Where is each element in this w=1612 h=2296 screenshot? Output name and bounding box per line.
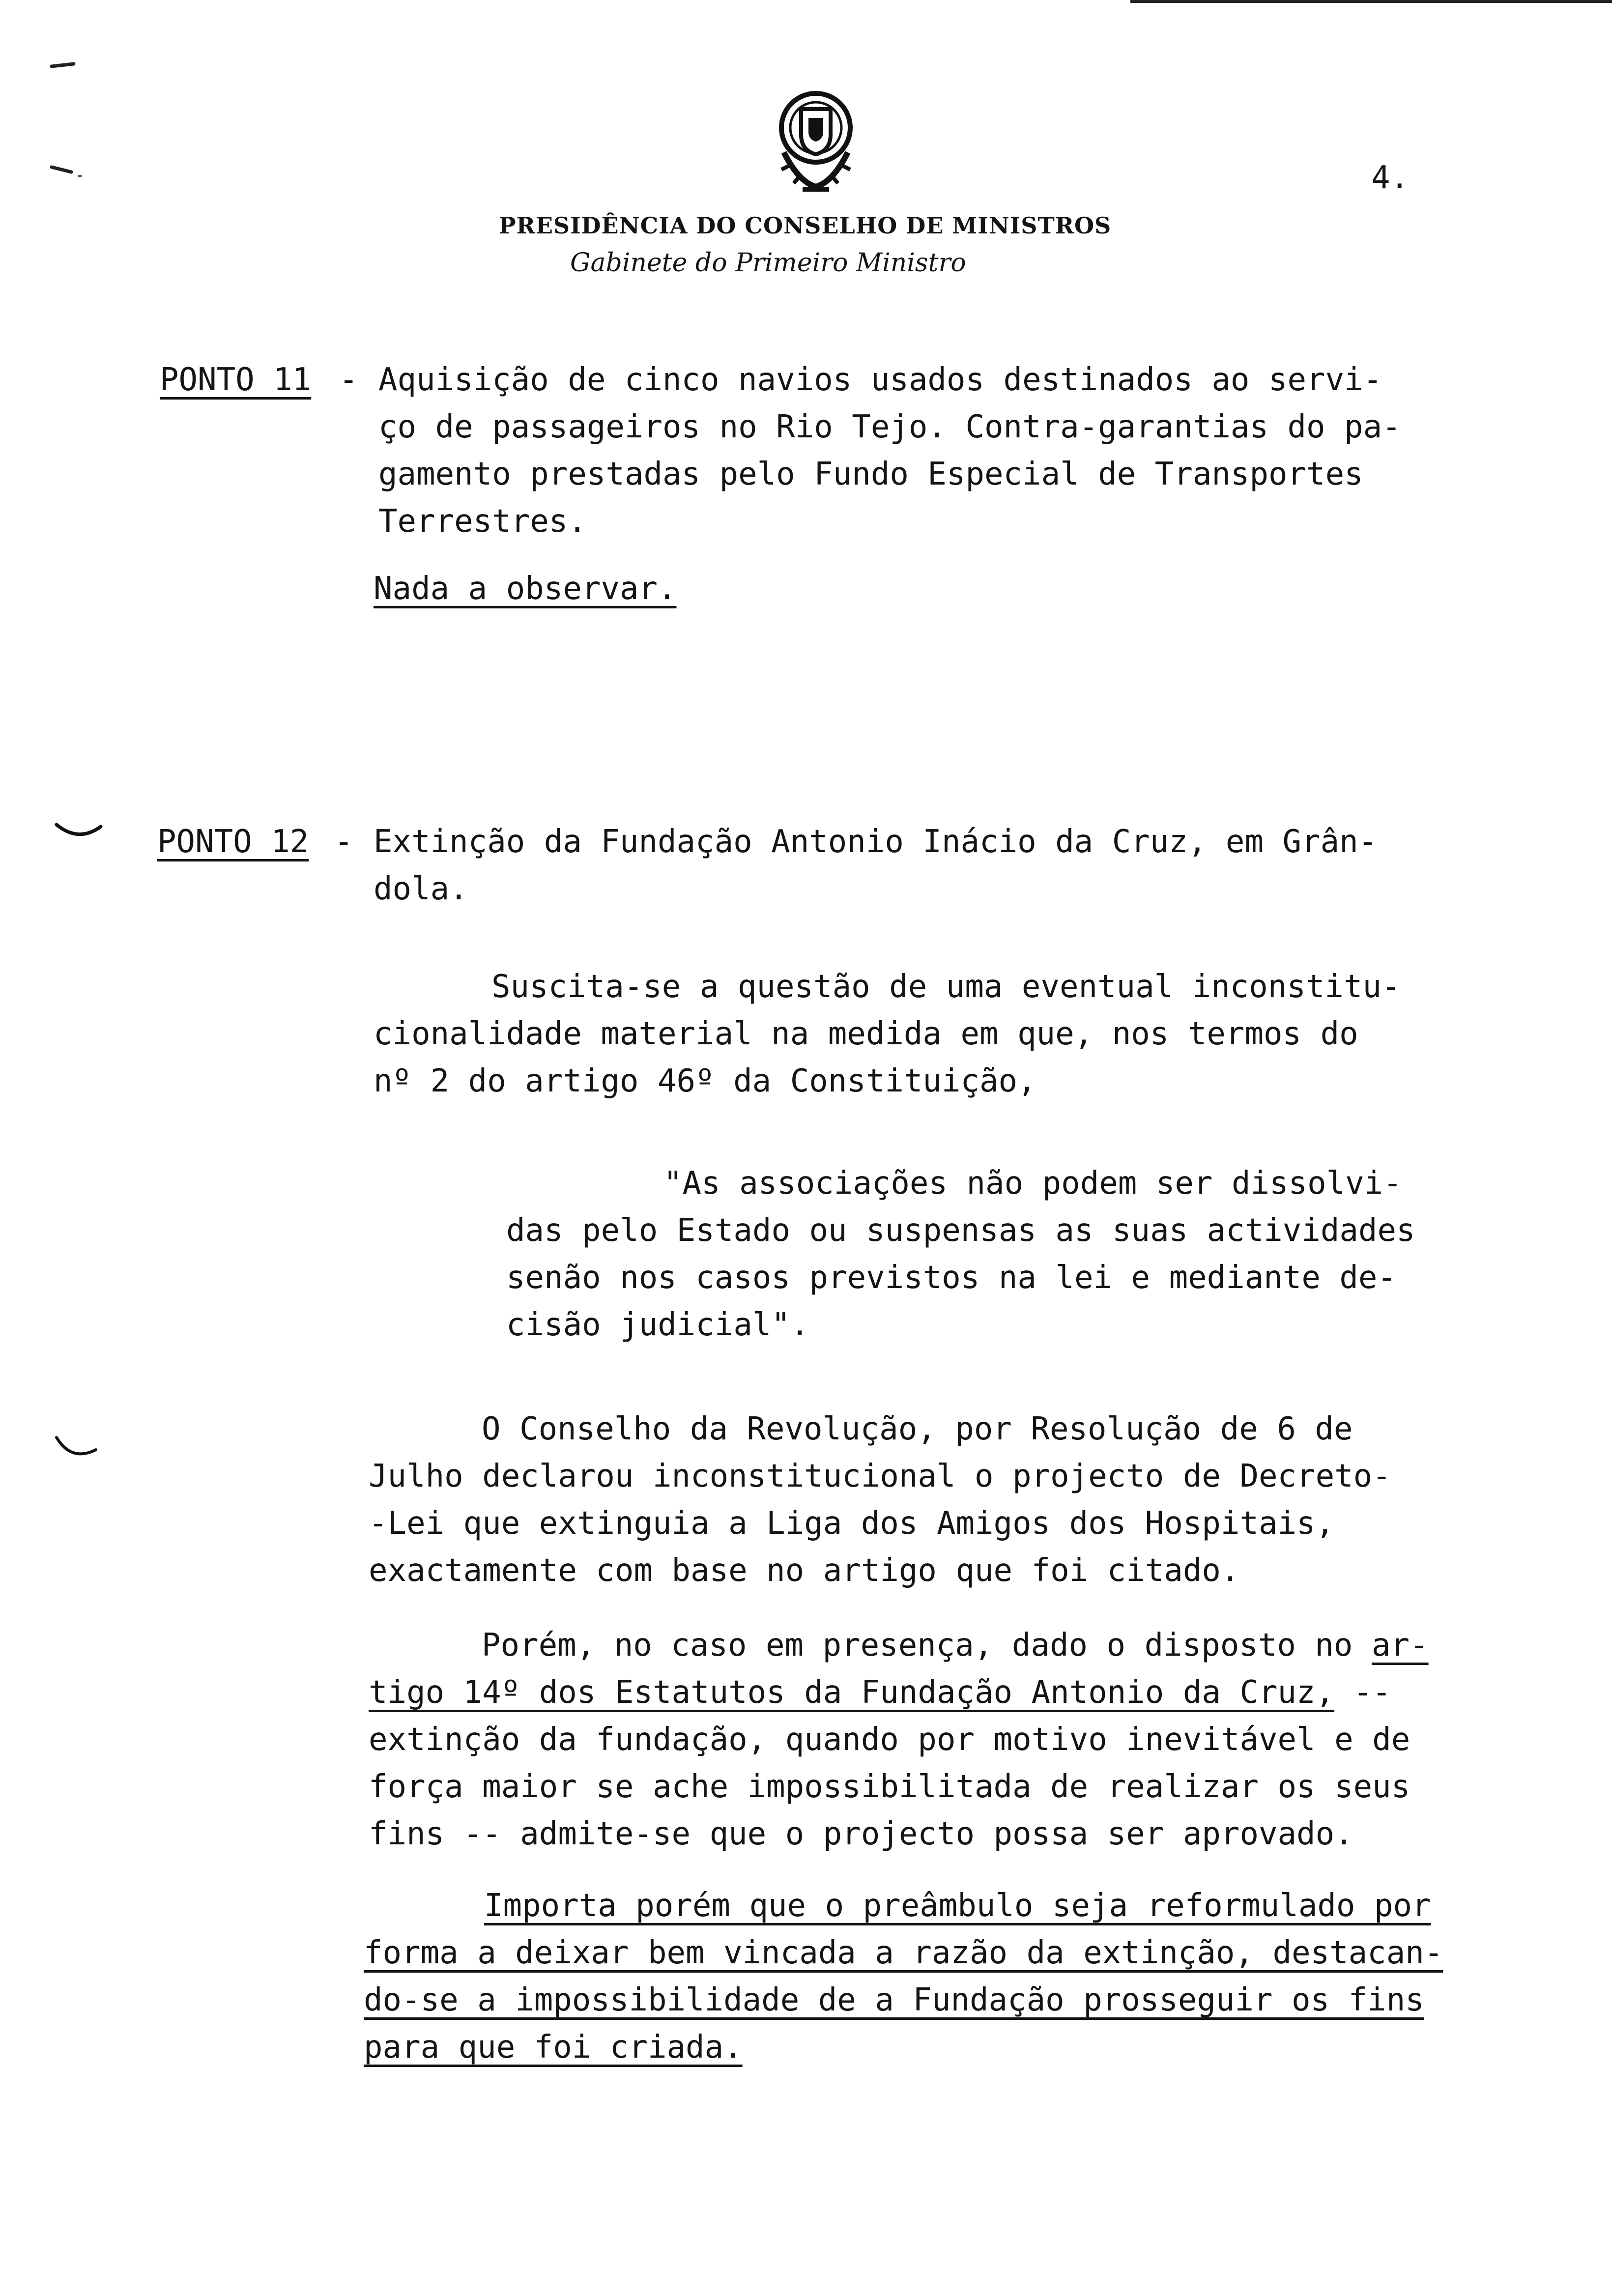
paragraph-3-text: Porém, no caso em presença, dado o disposto no: [482, 1627, 1372, 1664]
paragraph-1-line: Suscita-se a questão de uma eventual inconstitu-: [491, 969, 1401, 1005]
paragraph-2-line: exactamente com base no artigo que foi citado.: [369, 1552, 1240, 1589]
paragraph-4-line: Importa porém que o preâmbulo seja reformulado por: [484, 1888, 1431, 1924]
ponto-11-title-line: ço de passageiros no Rio Tejo. Contra-garantias do pa-: [378, 409, 1401, 445]
margin-tick-1: [49, 59, 79, 74]
paragraph-3-line: extinção da fundação, quando por motivo inevitável e de: [369, 1722, 1410, 1758]
ponto-11-label: PONTO 11: [160, 362, 312, 398]
quote-line: senão nos casos previstos na lei e mediante de-: [506, 1260, 1396, 1296]
office-header: Gabinete do Primeiro Ministro: [570, 248, 966, 278]
paragraph-4-line: para que foi criada.: [364, 2029, 743, 2066]
paragraph-3-text: --: [1334, 1674, 1391, 1711]
quote-line: "As associações não podem ser dissolvi-: [663, 1165, 1402, 1202]
institution-header: PRESIDÊNCIA DO CONSELHO DE MINISTROS: [499, 212, 1112, 239]
paragraph-3-line: fins -- admite-se que o projecto possa ser aprovado.: [369, 1816, 1353, 1852]
paragraph-4-line: forma a deixar bem vincada a razão da extinção, destacan-: [364, 1935, 1443, 1971]
margin-tick-2: [49, 162, 88, 182]
paragraph-2-line: O Conselho da Revolução, por Resolução de 6 de: [482, 1411, 1353, 1447]
paragraph-1-line: cionalidade material na medida em que, nos termos do: [374, 1016, 1358, 1052]
coat-of-arms-icon: [754, 79, 877, 201]
ponto-11-title-line: gamento prestadas pelo Fundo Especial de Transportes: [378, 456, 1363, 492]
paragraph-3-underlined-text: tigo 14º dos Estatutos da Fundação Antonio da Cruz,: [369, 1674, 1335, 1711]
ponto-12-label: PONTO 12: [157, 824, 309, 860]
paragraph-1-line: nº 2 do artigo 46º da Constituição,: [374, 1063, 1036, 1099]
ponto-12-title-line: dola.: [374, 871, 468, 907]
paragraph-2-line: Julho declarou inconstitucional o projecto de Decreto-: [369, 1458, 1391, 1494]
ponto-11-title-line: Terrestres.: [378, 503, 587, 540]
quote-line: das pelo Estado ou suspensas as suas actividades: [506, 1212, 1415, 1249]
top-edge-rule: [1130, 0, 1612, 3]
margin-bracket-mark-1: [54, 821, 103, 845]
margin-bracket-mark-2: [54, 1435, 98, 1464]
paragraph-3-underlined-text: ar-: [1371, 1627, 1429, 1664]
paragraph-3-line: força maior se ache impossibilitada de realizar os seus: [369, 1769, 1410, 1805]
ponto-11-note: Nada a observar.: [374, 571, 677, 607]
ponto-12-title-line: Extinção da Fundação Antonio Inácio da Cruz, em Grân-: [374, 824, 1378, 860]
page-number: 4.: [1371, 160, 1410, 196]
paragraph-3-line: [369, 1669, 1391, 1716]
ponto-11-title-line: Aquisição de cinco navios usados destinados ao servi-: [378, 362, 1382, 398]
paragraph-3-line: [482, 1622, 1429, 1669]
paragraph-2-line: -Lei que extinguia a Liga dos Amigos dos Hospitais,: [369, 1505, 1335, 1542]
ponto-12-separator: -: [334, 824, 353, 860]
paragraph-4-line: do-se a impossibilidade de a Fundação prosseguir os fins: [364, 1982, 1424, 2018]
quote-line: cisão judicial".: [506, 1307, 809, 1343]
ponto-11-separator: -: [339, 362, 358, 398]
